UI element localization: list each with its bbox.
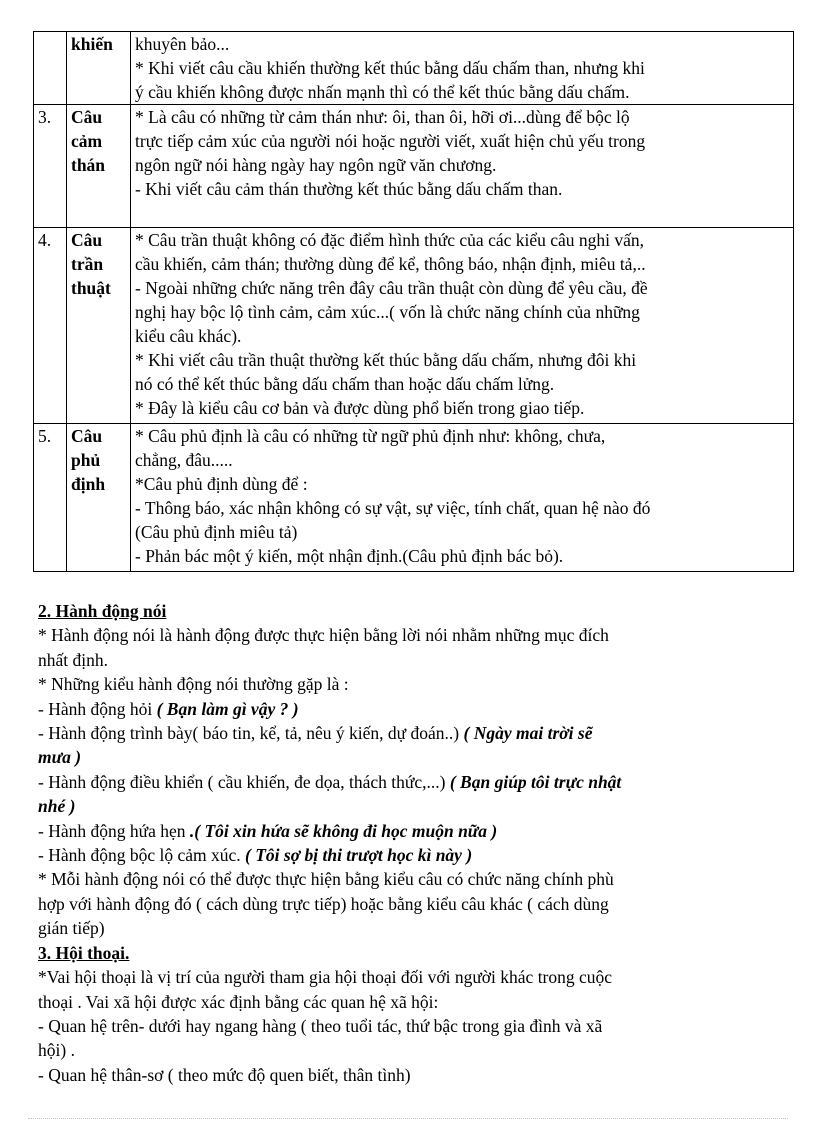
example-text: .( Tôi xin hứa sẽ không đi học muộn nữa ) [189, 820, 498, 841]
table-row [34, 32, 794, 105]
section-heading-dialogue: 3. Hội thoại. [38, 942, 130, 963]
list-item: - Hành động hứa hẹn .( Tôi xin hứa sẽ không đi học muộn nữa ) [38, 820, 498, 841]
page-bottom-divider [28, 1118, 788, 1119]
table-row [34, 424, 794, 572]
list-item: - Hành động hỏi ( Bạn làm gì vậy ? ) [38, 698, 299, 719]
list-item-continuation [38, 745, 788, 769]
paragraph-line: thoại . Vai xã hội được xác định bằng các quan hệ xã hội: [38, 991, 439, 1012]
paragraph-line: - Quan hệ thân-sơ ( theo mức độ quen biết, thân tình) [38, 1064, 411, 1085]
paragraph-line: *Vai hội thoại là vị trí của người tham gia hội thoại đối với người khác trong cuộc [38, 967, 613, 988]
row-number: 5. [34, 424, 67, 572]
paragraph-line: gián tiếp) [38, 918, 105, 939]
sentence-type-name: Câu cảm thán [67, 105, 131, 228]
row-number: 4. [34, 228, 67, 424]
list-item-continuation [38, 794, 788, 818]
sentence-type-name: Câu trần thuật [67, 228, 131, 424]
paragraph-line: * Hành động nói là hành động được thực hiện bằng lời nói nhằm những mục đích [38, 625, 609, 646]
list-item: - Hành động bộc lộ cảm xúc. ( Tôi sợ bị thi trượt học kì này ) [38, 845, 473, 866]
paragraph-line: * Mỗi hành động nói có thể được thực hiện bằng kiểu câu có chức năng chính phù [38, 869, 614, 890]
sentence-type-description: * Là câu có những từ cảm thán như: ôi, than ôi, hỡi ơi...dùng để bộc lộ trực tiếp cảm xúc của người nói hoặc người viết, xuất hiện chủ yếu trong ngôn ngữ nói hàng ngày hay ngôn ngữ văn chương. - Khi viết câu cảm thán thường kết thúc bằng dấu chấm than. [131, 105, 794, 228]
sentence-type-description: * Câu phủ định là câu có những từ ngữ phủ định như: không, chưa, chẳng, đâu..... *Câu phủ định dùng để : - Thông báo, xác nhận không có sự vật, sự việc, tính chất, quan hệ nào đó (Câu phủ định miêu tả) - Phản bác một ý kiến, một nhận định.(Câu phủ định bác bỏ). [131, 424, 794, 572]
paragraph-line: - Quan hệ trên- dưới hay ngang hàng ( theo tuổi tác, thứ bậc trong gia đình và xã [38, 1015, 603, 1036]
example-text: ( Bạn làm gì vậy ? ) [156, 698, 299, 719]
sentence-types-table [33, 31, 794, 572]
sentence-type-name: Câu phủ định [67, 424, 131, 572]
sentence-type-name: khiến [67, 32, 131, 105]
table-row [34, 228, 794, 424]
speech-acts-section [38, 599, 788, 1087]
example-text: nhé ) [38, 796, 76, 817]
row-number: 3. [34, 105, 67, 228]
table-row [34, 105, 794, 228]
sentence-type-description: * Câu trần thuật không có đặc điểm hình thức của các kiểu câu nghi vấn, cầu khiến, cảm thán; thường dùng để kể, thông báo, nhận định, miêu tả,.. - Ngoài những chức năng trên đây câu trần thuật còn dùng để yêu cầu, đề nghị hay bộc lộ tình cảm, cảm xúc...( vốn là chức năng chính của những kiểu câu khác). * Khi viết câu trần thuật thường kết thúc bằng dấu chấm, nhưng đôi khi nó có thể kết thúc bằng dấu chấm than hoặc dấu chấm lửng. * Đây là kiểu câu cơ bản và được dùng phổ biến trong giao tiếp. [131, 228, 794, 424]
example-text: ( Ngày mai trời sẽ [463, 723, 593, 744]
section-heading-speech-acts: 2. Hành động nói [38, 601, 167, 621]
paragraph-line: hội) . [38, 1040, 75, 1061]
example-text: ( Tôi sợ bị thi trượt học kì này ) [245, 845, 473, 866]
list-item: - Hành động trình bày( báo tin, kể, tả, nêu ý kiến, dự đoán..) ( Ngày mai trời sẽ [38, 723, 593, 744]
example-text: ( Bạn giúp tôi trực nhật [449, 771, 622, 792]
sentence-type-description: khuyên bảo... * Khi viết câu cầu khiến thường kết thúc bằng dấu chấm than, nhưng khi ý cầu khiến không được nhấn mạnh thì có thể kết thúc bằng dấu chấm. [131, 32, 794, 105]
paragraph-line: * Những kiểu hành động nói thường gặp là : [38, 674, 349, 695]
list-item: - Hành động điều khiển ( cầu khiến, đe dọa, thách thức,...) ( Bạn giúp tôi trực nhật [38, 771, 622, 792]
row-number [34, 32, 67, 105]
example-text: mưa ) [38, 747, 82, 768]
paragraph-line: nhất định. [38, 649, 108, 670]
paragraph-line: hợp với hành động đó ( cách dùng trực tiếp) hoặc bằng kiểu câu khác ( cách dùng [38, 893, 609, 914]
